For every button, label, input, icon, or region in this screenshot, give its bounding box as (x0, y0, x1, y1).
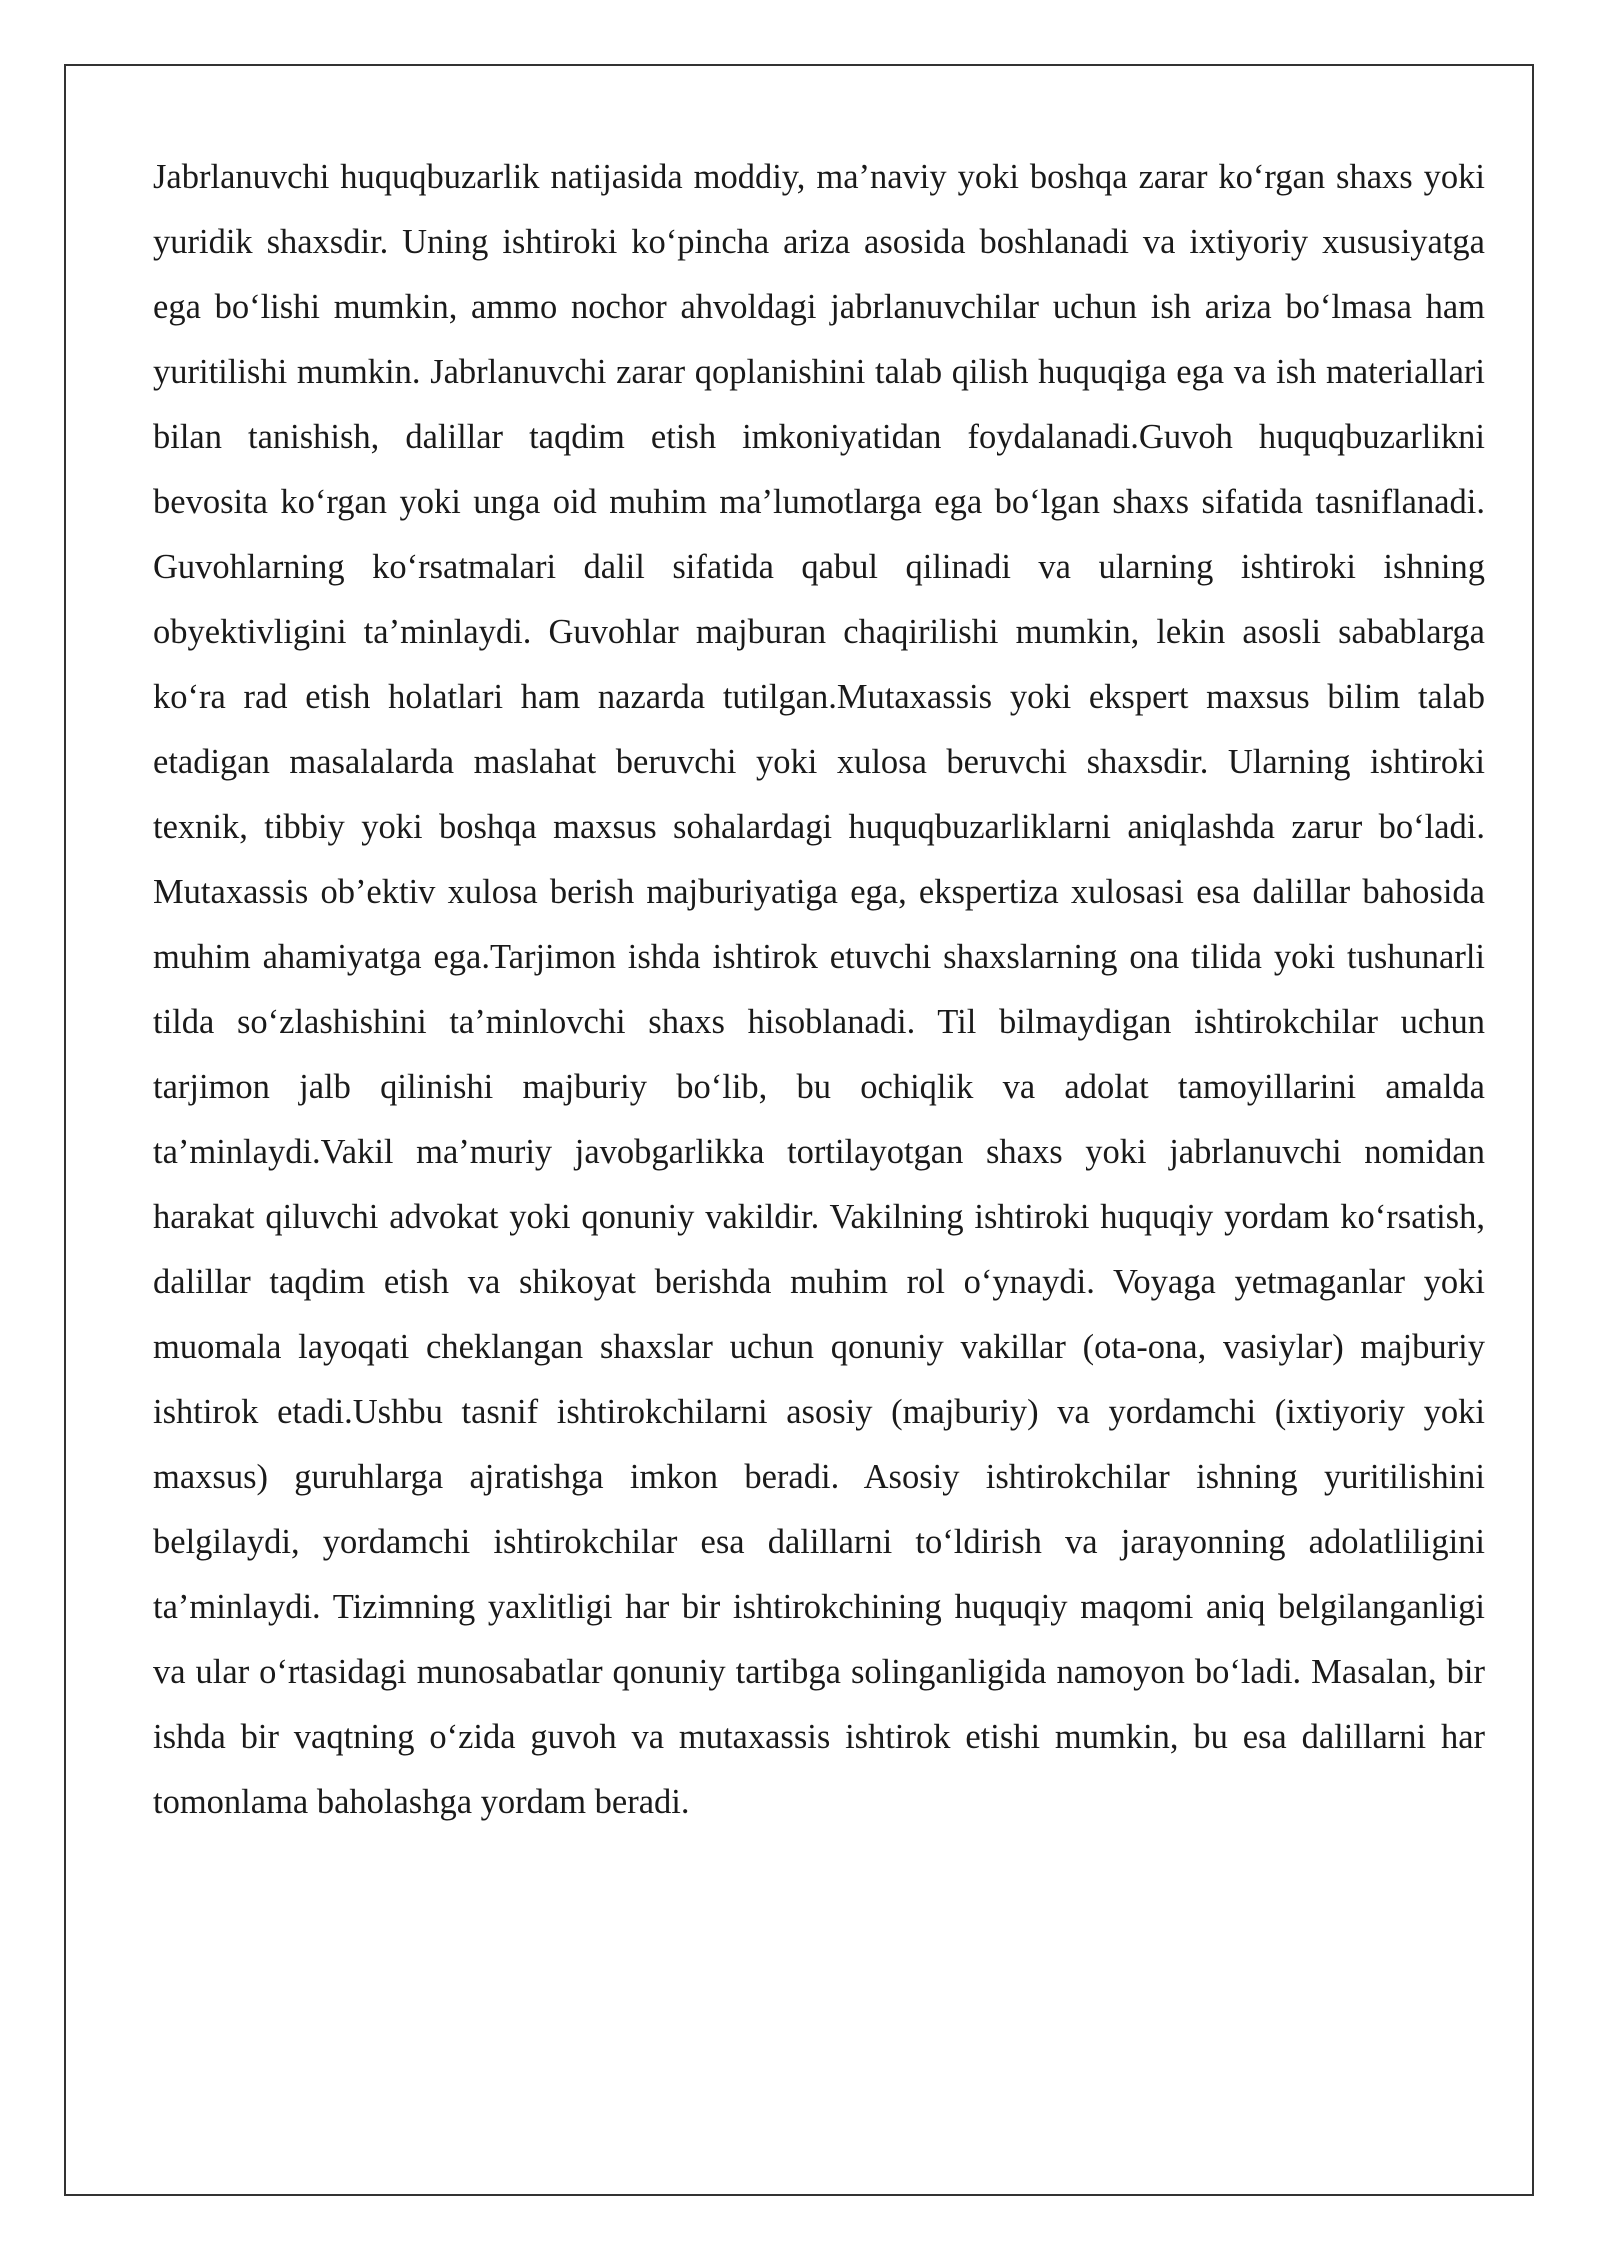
body-paragraph: Jabrlanuvchi huquqbuzarlik natijasida moddiy, ma’naviy yoki boshqa zarar ko‘rgan shaxs yoki yuridik shaxsdir. Uning ishtiroki ko‘pincha ariza asosida boshlanadi va ixtiyoriy xususiyatga ega bo‘lishi mumkin, ammo nochor ahvoldagi jabrlanuvchilar uchun ish ariza bo‘lmasa ham yuritilishi mumkin. Jabrlanuvchi zarar qoplanishini talab qilish huquqiga ega va ish materiallari bilan tanishish, dalillar taqdim etish imkoniyatidan foydalanadi.Guvoh huquqbuzarlikni bevosita ko‘rgan yoki unga oid muhim ma’lumotlarga ega bo‘lgan shaxs sifatida tasniflanadi. Guvohlarning ko‘rsatmalari dalil sifatida qabul qilinadi va ularning ishtiroki ishning obyektivligini ta’minlaydi. Guvohlar majburan chaqirilishi mumkin, lekin asosli sabablarga ko‘ra rad etish holatlari ham nazarda tutilgan.Mutaxassis yoki ekspert maxsus bilim talab etadigan masalalarda maslahat beruvchi yoki xulosa beruvchi shaxsdir. Ularning ishtiroki texnik, tibbiy yoki boshqa maxsus sohalardagi huquqbuzarliklarni aniqlashda zarur bo‘ladi. Mutaxassis ob’ektiv xulosa berish majburiyatiga ega, ekspertiza xulosasi esa dalillar bahosida muhim ahamiyatga ega.Tarjimon ishda ishtirok etuvchi shaxslarning ona tilida yoki tushunarli tilda so‘zlashishini ta’minlovchi shaxs hisoblanadi. Til bilmaydigan ishtirokchilar uchun tarjimon jalb qilinishi majburiy bo‘lib, bu ochiqlik va adolat tamoyillarini amalda ta’minlaydi.Vakil ma’muriy javobgarlikka tortilayotgan shaxs yoki jabrlanuvchi nomidan harakat qiluvchi advokat yoki qonuniy vakildir. Vakilning ishtiroki huquqiy yordam ko‘rsatish, dalillar taqdim etish va shikoyat berishda muhim rol o‘ynaydi. Voyaga yetmaganlar yoki muomala layoqati cheklangan shaxslar uchun qonuniy vakillar (ota-ona, vasiylar) majburiy ishtirok etadi.Ushbu tasnif ishtirokchilarni asosiy (majburiy) va yordamchi (ixtiyoriy yoki maxsus) guruhlarga ajratishga imkon beradi. Asosiy ishtirokchilar ishning yuritilishini belgilaydi, yordamchi ishtirokchilar esa dalillarni to‘ldirish va jarayonning adolatliligini ta’minlaydi. Tizimning yaxlitligi har bir ishtirokchining huquqiy maqomi aniq belgilanganligi va ular o‘rtasidagi munosabatlar qonuniy tartibga solinganligida namoyon bo‘ladi. Masalan, bir ishda bir vaqtning o‘zida guvoh va mutaxassis ishtirok etishi mumkin, bu esa dalillarni har tomonlama baholashga yordam beradi. (153, 158, 1485, 1821)
